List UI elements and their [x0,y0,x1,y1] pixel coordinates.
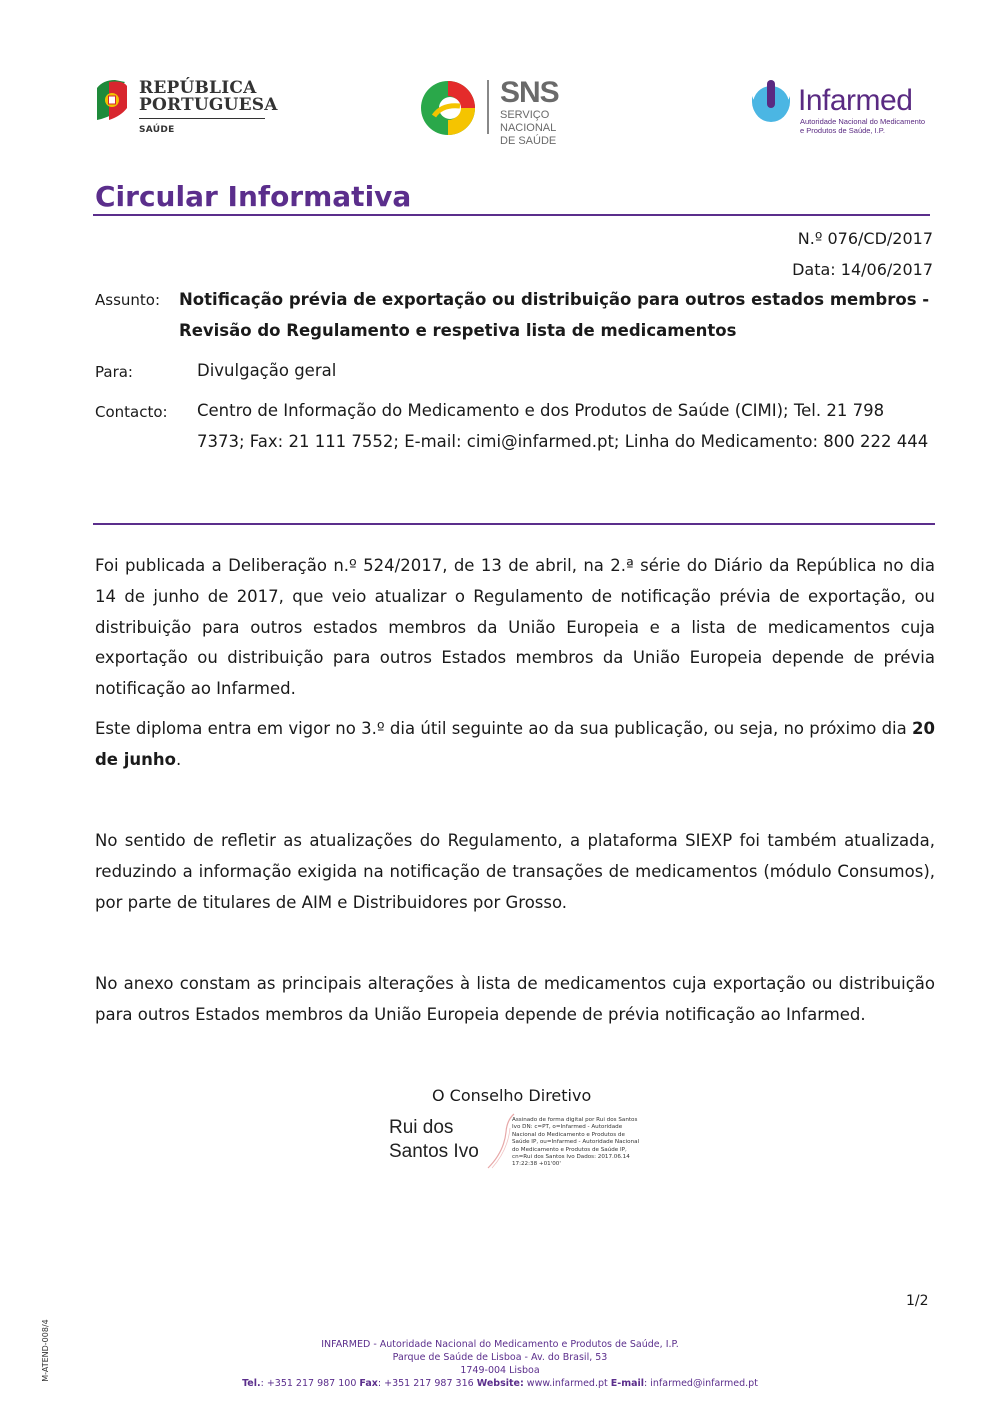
title-divider [93,214,930,216]
infarmed-emblem-icon [750,80,792,124]
footer-fax-label: Fax [359,1378,378,1389]
to-label: Para: [95,363,133,381]
subject-value [179,285,939,346]
sns-line1: SERVIÇO NACIONAL [500,109,557,134]
rp-divider [139,118,265,119]
paragraph-2 [95,714,935,776]
document-date: Data: 14/06/2017 [792,260,933,279]
footer-tel-label: Tel. [242,1378,261,1389]
paragraph-3: No sentido de refletir as atualizações do Regulamento, a plataforma SIEXP foi também atualizada, reduzindo a informação exigida na notificação de transações de medicamentos (módulo Consumos), por parte de titulares de AIM e Distribuidores por Grosso. [95,831,935,912]
paragraph-2-end: . [175,749,182,769]
footer-web-label: Website: [476,1378,524,1389]
infarmed-logo [750,80,930,140]
footer-email-label: E-mail [610,1378,645,1389]
subject-line2: Revisão do Regulamento e respetiva lista de medicamentos [179,320,737,340]
rp-line1: REPÚBLICA [139,78,257,98]
form-code: M-ATEND-008/4 [40,1319,50,1382]
rp-subtitle: SAÚDE [139,125,175,135]
sns-logo [420,76,600,147]
footer-line2: Parque de Saúde de Lisboa - Av. do Brasil, 53 [392,1352,608,1363]
paragraph-2-text: Este diploma entra em vigor no 3.º dia útil seguinte ao da sua publicação, ou seja, no próximo dia [95,719,913,738]
contact-value: Centro de Informação do Medicamento e dos Produtos de Saúde (CIMI); Tel. 21 798 7373; Fax: 21 111 7552; E-mail: cimi@infarmed.pt; Linha do Medicamento: 800 222 444 [197,401,929,451]
footer-tel: : +351 217 987 100 [260,1378,357,1389]
sns-acronym: SNS [500,76,559,109]
footer-line3: 1749-004 Lisboa [460,1365,540,1376]
paragraph-1: Foi publicada a Deliberação n.º 524/2017, de 13 de abril, na 2.ª série do Diário da República no dia 14 de junho de 2017, que veio atualizar o Regulamento de notificação prévia de exportação, ou distribuição para outros estados membros da União Europeia e a lista de medicamentos cuja exportação ou distribuição para outros Estados membros da União Europeia depende de prévia notificação ao Infarmed. [95,556,935,699]
footer-email[interactable]: : infarmed@infarmed.pt [644,1378,758,1389]
sns-divider [487,80,489,134]
portugal-emblem-icon [95,78,129,122]
footer-web[interactable]: www.infarmed.pt [523,1378,608,1389]
infarmed-sub2: e Produtos de Saúde, I.P. [800,126,885,135]
contact-label: Contacto: [95,403,168,421]
footer-line1: INFARMED - Autoridade Nacional do Medicamento e Produtos de Saúde, I.P. [321,1339,679,1350]
footer-fax: : +351 217 987 316 [377,1378,474,1389]
infarmed-name: Infarmed [798,84,913,117]
signature-name [389,1116,479,1164]
document-number: N.º 076/CD/2017 [797,229,933,248]
footer-contacts [150,1378,850,1391]
page-number: 1/2 [906,1293,929,1309]
header-divider [93,523,935,525]
paragraph-2-bold: 20 de junho [95,719,935,769]
subject-line1: Notificação prévia de exportação ou distribuição para outros estados membros - [179,290,930,309]
signature-heading: O Conselho Diretivo [432,1086,592,1105]
sns-line2: DE SAÚDE [500,135,557,147]
digital-signature-details: Assinado de forma digital por Rui dos Santos Ivo DN: c=PT, o=Infarmed - Autoridade Nacional do Medicamento e Produtos de Saúde IP, ou=Infarmed - Autoridade Nacional do Medicamento e Produtos de Saúde IP, cn=Rui dos Santos Ivo Dados: 2017.06.14 17:22:38 +01'00' [512,1117,640,1168]
document-title: Circular Informativa [95,180,412,213]
paragraph-4: No anexo constam as principais alterações à lista de medicamentos cuja exportação ou distribuição para outros Estados membros da União Europeia depende de prévia notificação ao Infarmed. [95,974,935,1024]
signature-name-line2: Santos Ivo [389,1141,479,1162]
infarmed-sub1: Autoridade Nacional do Medicamento [800,117,926,126]
to-value: Divulgação geral [197,361,337,380]
sns-emblem-icon [420,80,476,136]
rp-line2: PORTUGUESA [139,95,278,115]
subject-label: Assunto: [95,291,161,309]
signature-name-line1: Rui dos [389,1117,454,1138]
republica-portuguesa-logo [95,78,278,140]
